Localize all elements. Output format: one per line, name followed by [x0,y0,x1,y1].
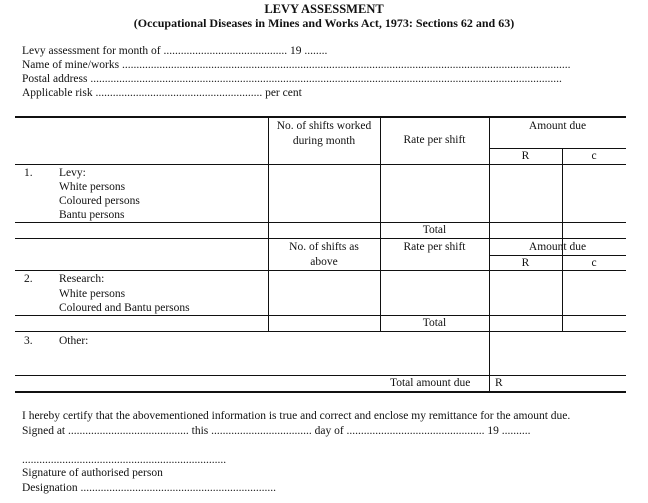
section2-row: White persons [59,288,126,300]
section1-row: Coloured persons [59,195,140,207]
section1-row: White persons [59,181,126,193]
section3-number: 3. [24,335,33,347]
section2-bottom-line [15,315,626,316]
col-amount-header: Amount due [528,120,587,132]
header2-bottom-line [15,270,626,271]
levy-month-field[interactable]: Levy assessment for month of ........................................... 19 ........ [22,45,328,57]
col-shifts-header: No. of shifts worked during month [276,120,372,147]
section2-total-label: Total [422,317,447,329]
certification-text: I hereby certify that the abovementioned information is true and correct and enclose my remittance for the amount due. [22,410,571,422]
total-due-label: Total amount due [390,377,471,389]
col-r-header: R [521,150,530,162]
section1-title: Levy: [59,167,86,179]
col2-rate-header: Rate per shift [403,241,466,253]
form-title: LEVY ASSESSMENT [264,2,384,16]
form-subtitle: (Occupational Diseases in Mines and Works Act, 1973: Sections 62 and 63) [133,16,515,30]
section2-title: Research: [59,273,105,285]
signature-line[interactable]: ....................................................................... [22,454,227,466]
section1-row: Bantu persons [59,209,125,221]
col-c-header: c [591,150,597,162]
section1-bottom-line [15,222,626,223]
col2-amount-header: Amount due [528,241,587,253]
section2-row: Coloured and Bantu persons [59,302,190,314]
total-due-currency[interactable]: R [495,377,503,389]
section1-total-line [15,238,626,239]
col-rate-header: Rate per shift [403,134,466,146]
section2-total-line [15,331,626,332]
col2-shifts-header-cont: above [310,256,338,268]
mine-name-field[interactable]: Name of mine/works ............................................................................................................................................................ [22,59,571,71]
section1-total-label: Total [422,224,447,236]
designation-field[interactable]: Designation .................................................................... [22,482,276,494]
col2-c-header: c [591,257,597,269]
section2-number: 2. [24,273,33,285]
signature-label: Signature of authorised person [22,467,163,479]
header-bottom-line [15,164,626,165]
table-bottom-border [15,391,626,393]
table-top-border [15,116,626,118]
section3-bottom-line [15,375,626,376]
col2-r-header: R [521,257,530,269]
postal-address-field[interactable]: Postal address .................................................................................................................................................................... [22,73,562,85]
applicable-risk-field[interactable]: Applicable risk .......................................................... per cent [22,87,302,99]
col-shifts-left [268,116,269,331]
section3-title: Other: [59,335,89,347]
signed-at-field[interactable]: Signed at .......................................... this ................................... day of ................................................ 19 .......... [22,425,531,437]
col2-shifts-header: No. of shifts as [289,241,359,253]
section1-number: 1. [24,167,33,179]
